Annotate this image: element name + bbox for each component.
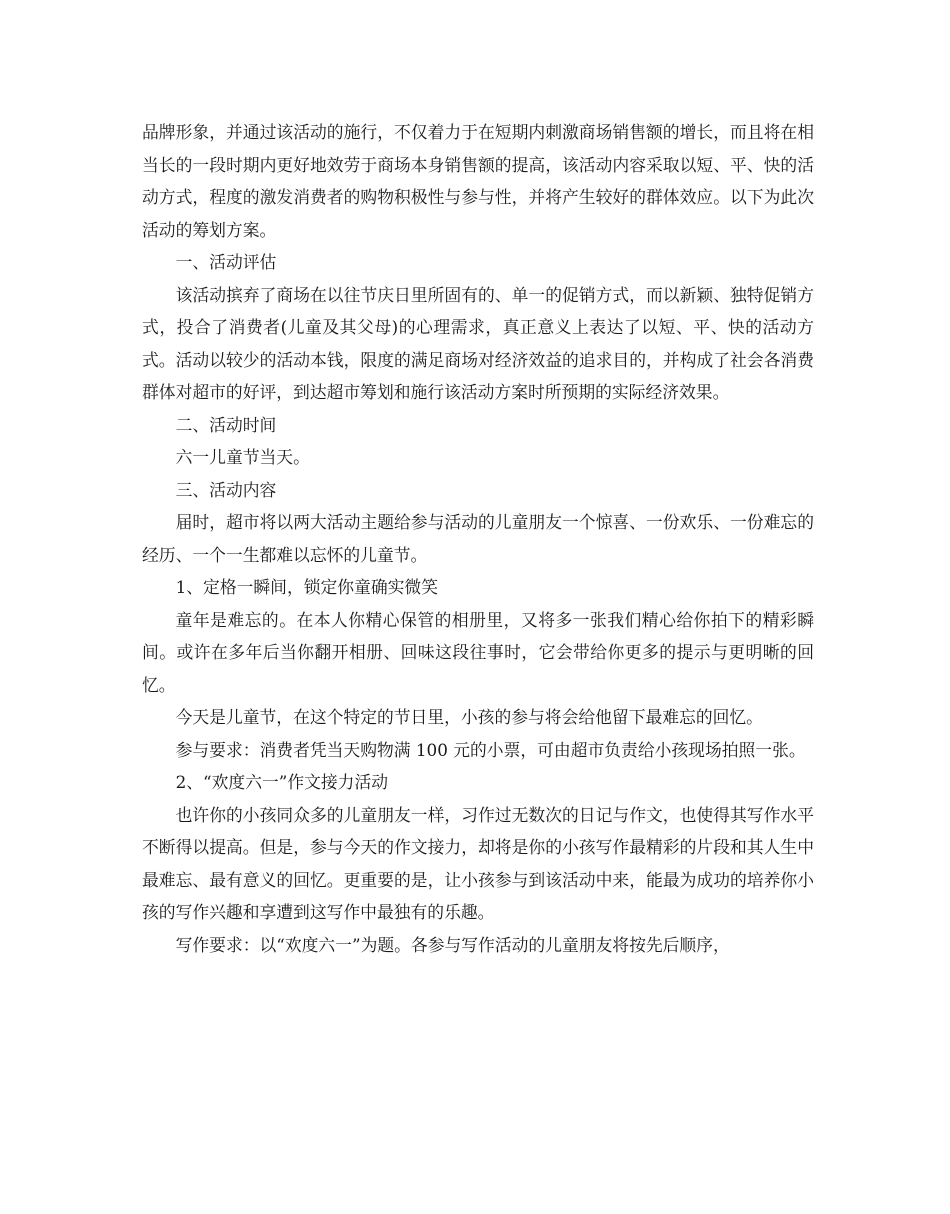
paragraph-assessment: 该活动摈弃了商场在以往节庆日里所固有的、单一的促销方式，而以新颖、独特促销方式，投合了消费者(儿童及其父母)的心理需求，真正意义上表达了以短、平、快的活动方式。活动以较少的活动本钱，限度的满足商场对经济效益的追求目的，并构成了社会各消费群体对超市的好评，到达超市筹划和施行该活动方案时所预期的实际经济效果。 [142,284,814,402]
document-page [142,116,814,961]
heading-activity-content: 三、活动内容 [175,479,277,500]
paragraph-writing-requirement: 写作要求：以“欢度六一”为题。各参与写作活动的儿童朋友将按先后顺序， [175,934,730,955]
heading-activity-time: 二、活动时间 [175,414,277,435]
paragraph-intro: 品牌形象，并通过该活动的施行，不仅着力于在短期内刺激商场销售额的增长，而且将在相当长的一段时期内更好地效劳于商场本身销售额的提高，该活动内容采取以短、平、快的活动方式，程度的激发消费者的购物积极性与参与性，并将产生较好的群体效应。以下为此次活动的筹划方案。 [142,122,814,240]
heading-photo-activity: 1、定格一瞬间，锁定你童确实微笑 [175,577,438,597]
paragraph-photo-requirement: 参与要求：消费者凭当天购物满 100 元的小票，可由超市负责给小孩现场拍照一张。 [175,739,806,760]
heading-essay-relay: 2、“欢度六一”作文接力活动 [175,772,389,792]
paragraph-content: 届时，超市将以两大活动主题给参与活动的儿童朋友一个惊喜、一份欢乐、一份难忘的经历、一个一生都难以忘怀的儿童节。 [142,512,814,565]
paragraph-time: 六一儿童节当天。 [175,447,310,467]
paragraph-essay: 也许你的小孩同众多的儿童朋友一样，习作过无数次的日记与作文，也使得其写作水平不断得以提高。但是，参与今天的作文接力，却将是你的小孩写作最精彩的片段和其人生中最难忘、最有意义的回忆。更重要的是，让小孩参与到该活动中来，能最为成功的培养你小孩的写作兴趣和享遭到这写作中最独有的乐趣。 [142,804,814,922]
paragraph-photo: 童年是难忘的。在本人你精心保管的相册里，又将多一张我们精心给你拍下的精彩瞬间。或许在多年后当你翻开相册、回味这段往事时，它会带给你更多的提示与更明晰的回忆。 [142,609,814,695]
paragraph-childrens-day: 今天是儿童节，在这个特定的节日里，小孩的参与将会给他留下最难忘的回忆。 [175,707,763,727]
heading-activity-assessment: 一、活动评估 [175,252,277,272]
